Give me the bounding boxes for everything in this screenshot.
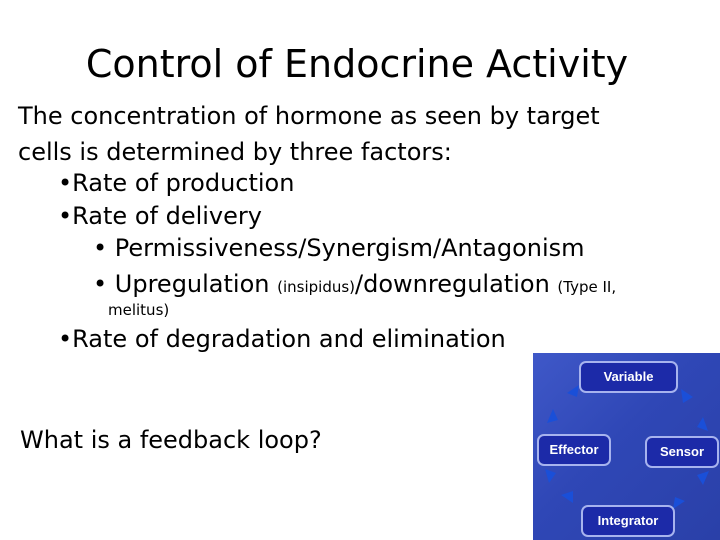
arrow-left-lower-icon	[545, 469, 556, 483]
intro-text-line-2: cells is determined by three factors:	[18, 138, 452, 166]
feedback-loop-diagram	[533, 353, 720, 540]
downregulation-note: (Type II,	[557, 278, 617, 296]
feedback-loop-question: What is a feedback loop?	[20, 426, 322, 454]
slide-title: Control of Endocrine Activity	[85, 42, 629, 86]
sub-bullet-permissiveness: • Permissiveness/Synergism/Antagonism	[93, 234, 585, 262]
node-integrator: Integrator	[581, 505, 675, 537]
arrow-right-lower-icon	[697, 471, 709, 485]
node-sensor: Sensor	[645, 436, 719, 468]
upregulation-text: • Upregulation	[93, 270, 278, 298]
downregulation-note-continued: melitus)	[108, 301, 170, 319]
upregulation-note: (insipidus)	[277, 278, 356, 296]
arrow-left-upper-icon	[547, 409, 558, 423]
node-effector: Effector	[537, 434, 611, 466]
arrow-top-left-icon	[567, 385, 579, 397]
downregulation-text: /downregulation	[355, 270, 558, 298]
bullet-rate-of-degradation: •Rate of degradation and elimination	[58, 325, 506, 353]
node-variable: Variable	[579, 361, 678, 393]
arrow-top-right-icon	[681, 389, 693, 403]
bullet-rate-of-production: •Rate of production	[58, 169, 295, 197]
arrow-bottom-left-icon	[561, 491, 573, 503]
arrow-right-upper-icon	[697, 417, 708, 431]
intro-text-line-1: The concentration of hormone as seen by target	[18, 102, 600, 130]
sub-bullet-upregulation	[93, 268, 616, 303]
bullet-rate-of-delivery: •Rate of delivery	[58, 202, 262, 230]
arrow-bottom-right-icon	[673, 497, 685, 509]
